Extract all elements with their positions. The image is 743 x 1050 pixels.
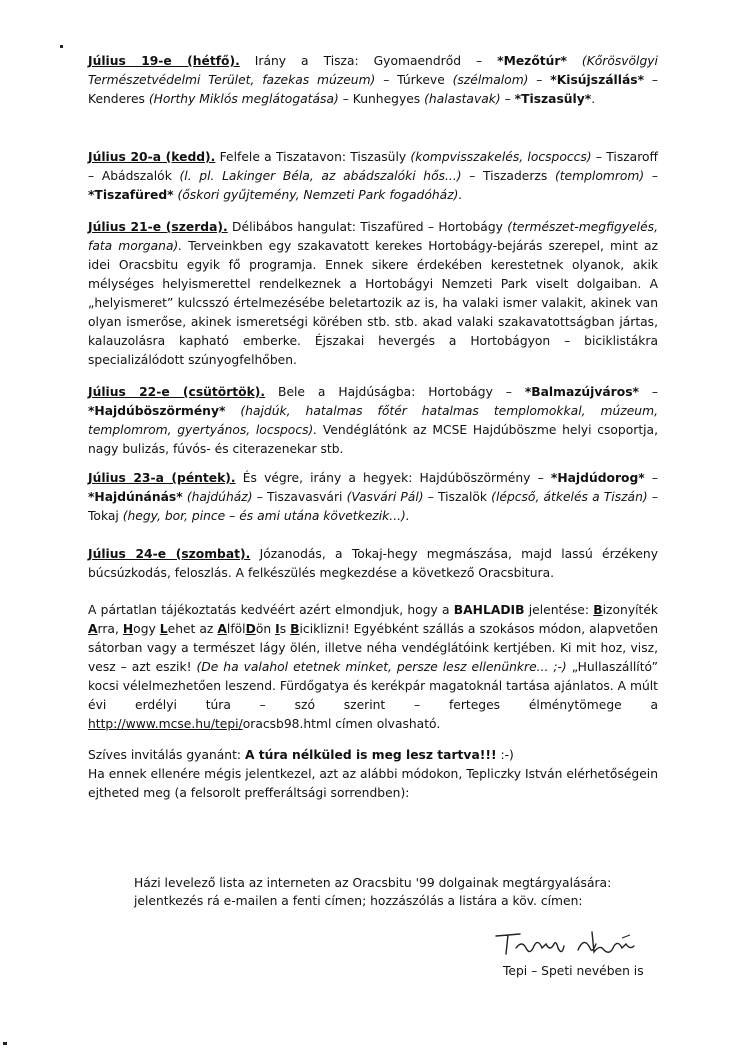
text-run: – xyxy=(500,92,515,106)
text-run: ön xyxy=(255,622,276,636)
text-run: – xyxy=(528,73,551,87)
text-run: – Tiszaroff – Abádszalók xyxy=(88,150,659,183)
handwritten-signature xyxy=(492,926,652,966)
text-run: Délibábos hangulat: Tiszafüred – Hortobágy xyxy=(227,220,508,234)
text-run: – xyxy=(644,169,659,183)
mailing-list-line-1: Házi levelező lista az interneten az Oracsbitu '99 dolgainak megtárgyalására: xyxy=(134,876,612,890)
text-run: Vendéglátónk az MCSE Hajdúböszme helyi csoportja, nagy bulizás, fúvós- és citerazenekar stb. xyxy=(88,423,658,456)
text-run: A pártatlan tájékoztatás kedvéért azért elmondjuk, hogy a xyxy=(88,603,454,617)
day-paragraph-jul24 xyxy=(88,545,658,583)
acronym-letter: A xyxy=(88,622,98,636)
day-date: Július 22-e (csütörtök). xyxy=(88,385,266,399)
note-italic: (Vasvári Pál) xyxy=(346,490,424,504)
acronym-letter: L xyxy=(159,622,168,636)
text-run: – Kunhegyes xyxy=(338,92,425,106)
text-run: ogy xyxy=(133,622,160,636)
text-run: jelentése: xyxy=(524,603,594,617)
text-run: És végre, irány a hegyek: Hajdúböszörmény – xyxy=(235,471,551,485)
acronym-letter: H xyxy=(122,622,134,636)
text-run xyxy=(225,404,240,418)
invite-prefix: Szíves invitálás gyanánt: xyxy=(88,748,245,762)
day-paragraph-jul22 xyxy=(88,383,658,459)
day-paragraph-jul20 xyxy=(88,148,658,205)
text-run: . xyxy=(591,92,596,106)
text-run: Bele a Hajdúságba: Hortobágy – xyxy=(265,385,525,399)
note-italic: (természet-megfigyelés, fata morgana). xyxy=(88,220,658,253)
text-run: ehet az xyxy=(167,622,218,636)
acronym-letter: I xyxy=(275,622,280,636)
place-bold: *Hajdúdorog* xyxy=(550,471,645,485)
note-italic: (l. pl. Lakinger Béla, az abádszalóki hős...) xyxy=(179,169,462,183)
text-run: – xyxy=(638,385,659,399)
note-italic: (hajdúk, hatalmas főtér hatalmas templomokkal, múzeum, templomrom, gyertyános, locspocs). xyxy=(88,404,658,437)
place-bold: *Hajdúnánás* xyxy=(88,490,183,504)
note-italic: (hegy, bor, pince – és ami utána következik...). xyxy=(122,509,410,523)
note-italic: (Kőrösvölgyi Természetvédelmi Terület, fazekas múzeum) xyxy=(88,54,658,87)
day-paragraph-jul21 xyxy=(88,218,658,370)
note-italic: (lépcső, átkelés a Tiszán) xyxy=(491,490,648,504)
text-run: – Tiszalök xyxy=(423,490,492,504)
note-italic: (Horthy Miklós meglátogatása) xyxy=(148,92,339,106)
text-run: oracsb98.html címen olvasható. xyxy=(242,717,441,731)
text-run: Felfele a Tiszatavon: Tiszasüly xyxy=(215,150,411,164)
invite-line xyxy=(88,746,658,765)
text-run: Terveinkben egy szakavatott kerekes Hortobágy-bejárás szerepel, mint az idei Oracsbitu egyik fő programja. Ennek sikere érdekében kerestetnek olyanok, akik mélységes helyismerettel rendelkeznek a Hortobágyi Nemzeti Park viselt dolgaiban. A „helyismeret” kulcsszó értelmezésébe beletartozik az is, ha valaki ismer valakit, akinek van olyan ismerőse, akinek ismeretségi körében stb. stb. akad valaki szakavatottságban jártas, kalauzolásra kapható emberke. Éjszakai hevergés a Hortobágyon – biciklistákra specializálódott szúnyogfelhőben. xyxy=(88,239,658,367)
text-run: Irány a Tisza: Gyomaendrőd – xyxy=(239,54,498,68)
text-run: „Hullaszállító” kocsi vélelmezhetően leszend. Fürdőgatya és kerékpár magatoknál tartása ajánlatos. A múlt évi erdélyi túra – szó szerint – ferteges élménytömege a xyxy=(88,660,658,712)
note-italic: (szélmalom) xyxy=(452,73,529,87)
scan-speck xyxy=(60,45,63,48)
day-date: Július 23-a (péntek). xyxy=(88,471,236,485)
mailing-list-line-2: jelentkezés rá e-mailen a fenti címen; hozzászólás a listára a köv. címen: xyxy=(134,894,583,908)
place-bold: *Tiszafüred* xyxy=(88,188,174,202)
acronym-letter: D xyxy=(245,622,256,636)
note-italic: (hajdúház) xyxy=(186,490,253,504)
text-run: s xyxy=(279,622,291,636)
invite-block xyxy=(88,746,658,803)
invite-suffix: :-) xyxy=(496,748,514,762)
text-run: rra, xyxy=(97,622,123,636)
day-date: Július 19-e (hétfő). xyxy=(88,54,240,68)
note-italic: (kompvisszakelés, locspoccs) xyxy=(410,150,592,164)
acronym-letter: B xyxy=(290,622,300,636)
text-run xyxy=(567,54,582,68)
day-paragraph-jul19 xyxy=(88,52,658,109)
place-bold: BAHLADIB xyxy=(453,603,525,617)
acronym-letter: B xyxy=(593,603,603,617)
place-bold: *Mezőtúr* xyxy=(497,54,567,68)
place-bold: *Tiszasüly* xyxy=(514,92,592,106)
text-run: – Tiszavasvári xyxy=(252,490,347,504)
text-run: – Tiszaderzs xyxy=(461,169,555,183)
place-bold: *Balmazújváros* xyxy=(524,385,639,399)
day-date: Július 20-a (kedd). xyxy=(88,150,216,164)
url-link[interactable]: http://www.mcse.hu/tepi/ xyxy=(88,717,243,731)
invite-rest: Ha ennek ellenére mégis jelentkezel, azt az alábbi módokon, Tepliczky István elérhetőségein ejtheted meg (a felsorolt prefferáltsági sorrendben): xyxy=(88,767,658,800)
text-run: izonyíték xyxy=(602,603,659,617)
bahladib-info-paragraph xyxy=(88,601,658,734)
mailing-list-note xyxy=(134,874,674,910)
text-run: lföl xyxy=(226,622,246,636)
note-italic: (halastavak) xyxy=(424,92,501,106)
invite-bold: A túra nélküled is meg lesz tartva!!! xyxy=(244,748,497,762)
day-date: Július 24-e (szombat). xyxy=(88,547,251,561)
text-run: – Túrkeve xyxy=(375,73,453,87)
day-paragraph-jul23 xyxy=(88,469,658,526)
text-run: iciklizni! Egyébként szállás a szokásos módon, alapvetően sátorban vagy a természet lágy ölén, illetve néha vendéglátóink kertjében. Ki mit hoz, visz, vesz – azt eszik! xyxy=(88,622,658,674)
day-date: Július 21-e (szerda). xyxy=(88,220,228,234)
scan-speck xyxy=(3,1042,7,1045)
signature-caption: Tepi – Speti nevében is xyxy=(503,964,644,978)
text-run: – xyxy=(644,471,659,485)
note-italic: (De ha valahol etetnek minket, persze lesz ellenünkre... ;-) xyxy=(196,660,567,674)
place-bold: *Hajdúböszörmény* xyxy=(88,404,226,418)
acronym-letter: A xyxy=(217,622,227,636)
place-bold: *Kisújszállás* xyxy=(550,73,645,87)
text-run: Józanodás, a Tokaj-hegy megmászása, majd lassú érzékeny búcsúzkodás, feloszlás. A felkészülés megkezdése a következő Oracsbitura. xyxy=(88,547,658,580)
text-run: – Tokaj xyxy=(88,490,658,523)
note-italic: (őskori gyűjtemény, Nemzeti Park fogadóház). xyxy=(177,188,463,202)
text-run: – Kenderes xyxy=(88,73,658,106)
note-italic: (templomrom) xyxy=(554,169,645,183)
